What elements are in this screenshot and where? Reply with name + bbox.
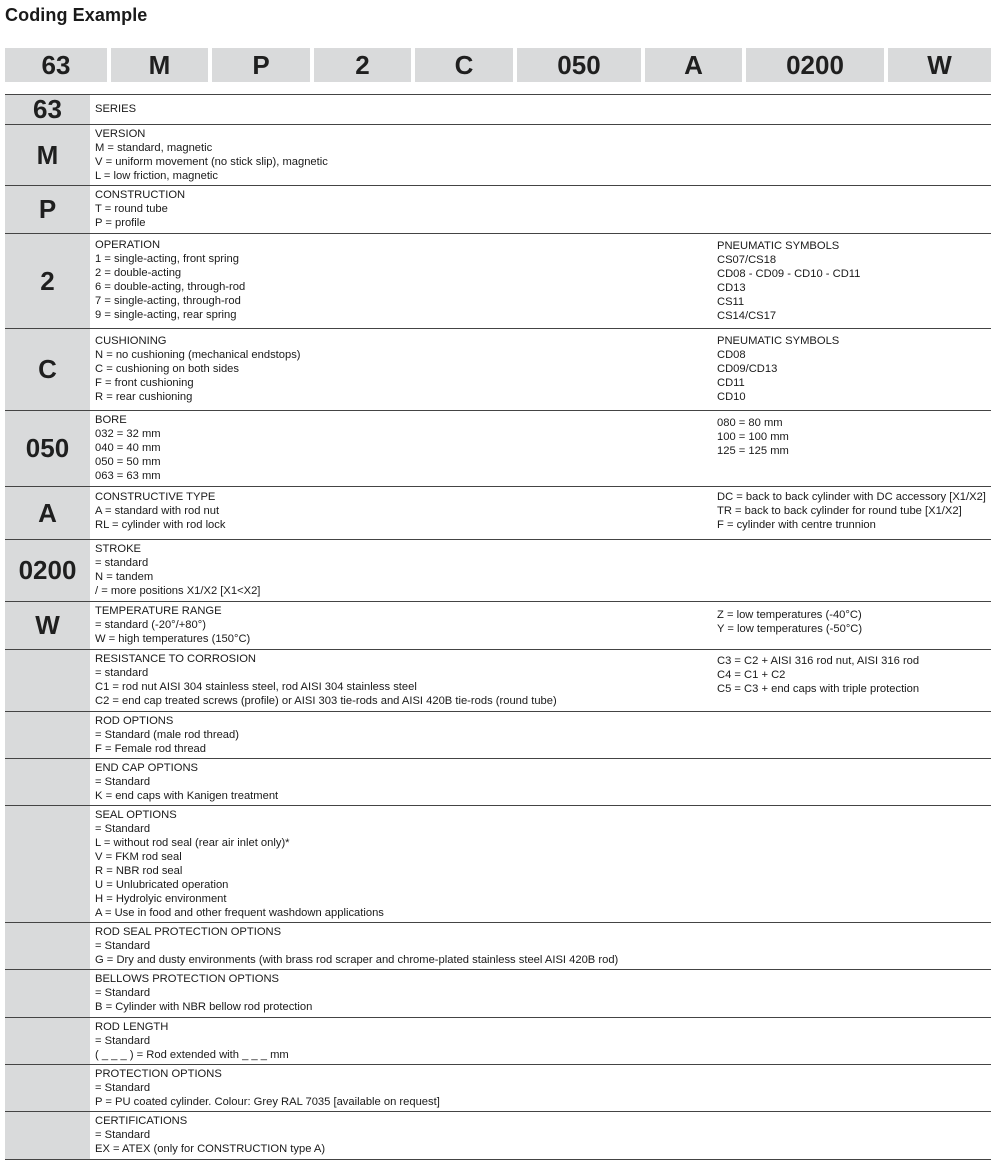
row-key	[5, 712, 90, 758]
row-description: CONSTRUCTION T = round tube P = profile	[95, 189, 186, 229]
table-row	[5, 486, 991, 539]
table-row	[5, 185, 991, 233]
row-key: A	[5, 487, 90, 539]
row-key	[5, 923, 90, 969]
table-row	[5, 601, 991, 649]
row-key	[5, 806, 90, 922]
table-row	[5, 1111, 991, 1160]
table-row	[5, 922, 991, 969]
row-description: CERTIFICATIONS = Standard EX = ATEX (only for CONSTRUCTION type A)	[95, 1115, 326, 1155]
row-key	[5, 1112, 90, 1159]
row-description: ROD LENGTH = Standard ( _ _ _ ) = Rod extended with _ _ _ mm	[95, 1021, 289, 1061]
row-key	[5, 970, 90, 1017]
table-row	[5, 1064, 991, 1111]
table-row	[5, 410, 991, 486]
row-description: SERIES	[95, 103, 137, 115]
code-segment: W	[888, 48, 991, 82]
row-description: SEAL OPTIONS = Standard L = without rod seal (rear air inlet only)* V = FKM rod seal R = NBR rod seal U = Unlubricated operation H = Hydrolyic environment A = Use in food and other frequent washdown applications	[95, 809, 384, 919]
row-description: BORE 032 = 32 mm 040 = 40 mm 050 = 50 mm 063 = 63 mm	[95, 414, 161, 482]
row-extra-info: C3 = C2 + AISI 316 rod nut, AISI 316 rod C4 = C1 + C2 C5 = C3 + end caps with triple protection	[717, 655, 920, 695]
row-key: 050	[5, 411, 90, 486]
row-key	[5, 1065, 90, 1111]
row-extra-info: 080 = 80 mm 100 = 100 mm 125 = 125 mm	[717, 417, 789, 457]
row-extra-info: PNEUMATIC SYMBOLS CD08 CD09/CD13 CD11 CD10	[717, 335, 840, 403]
table-row	[5, 233, 991, 328]
row-key: M	[5, 125, 90, 185]
row-description: VERSION M = standard, magnetic V = uniform movement (no stick slip), magnetic L = low friction, magnetic	[95, 128, 328, 182]
code-segment: A	[645, 48, 742, 82]
row-description: TEMPERATURE RANGE = standard (-20°/+80°) W = high temperatures (150°C)	[95, 605, 251, 645]
table-row	[5, 711, 991, 758]
coding-example-bar	[5, 48, 991, 82]
row-description: CONSTRUCTIVE TYPE A = standard with rod nut RL = cylinder with rod lock	[95, 491, 226, 531]
row-key: P	[5, 186, 90, 233]
row-description: OPERATION 1 = single-acting, front spring 2 = double-acting 6 = double-acting, through-rod 7 = single-acting, through-rod 9 = single-acting, rear spring	[95, 239, 246, 321]
table-row	[5, 758, 991, 805]
row-description: CUSHIONING N = no cushioning (mechanical endstops) C = cushioning on both sides F = front cushioning R = rear cushioning	[95, 335, 301, 403]
table-row	[5, 649, 991, 711]
code-segment: 0200	[746, 48, 884, 82]
row-description: ROD OPTIONS = Standard (male rod thread) F = Female rod thread	[95, 715, 239, 755]
row-key: 0200	[5, 540, 90, 601]
code-segment: 63	[5, 48, 107, 82]
row-key: C	[5, 329, 90, 410]
row-description: BELLOWS PROTECTION OPTIONS = Standard B = Cylinder with NBR bellow rod protection	[95, 973, 313, 1013]
row-description: ROD SEAL PROTECTION OPTIONS = Standard G = Dry and dusty environments (with brass rod scraper and chrome-plated stainless steel AISI 420B rod)	[95, 926, 619, 966]
table-row	[5, 124, 991, 185]
row-extra-info: DC = back to back cylinder with DC accessory [X1/X2] TR = back to back cylinder for round tube [X1/X2] F = cylinder with centre trunnion	[717, 491, 986, 531]
row-extra-info: Z = low temperatures (-40°C) Y = low temperatures (-50°C)	[717, 609, 863, 635]
table-row	[5, 805, 991, 922]
row-description: STROKE = standard N = tandem / = more positions X1/X2 [X1<X2]	[95, 543, 261, 597]
code-segment: 050	[517, 48, 641, 82]
code-segment: M	[111, 48, 208, 82]
row-key: W	[5, 602, 90, 649]
table-row	[5, 94, 991, 124]
row-key	[5, 1018, 90, 1064]
row-key: 63	[5, 95, 90, 124]
code-segment: P	[212, 48, 310, 82]
row-description: END CAP OPTIONS = Standard K = end caps with Kanigen treatment	[95, 762, 279, 802]
table-row	[5, 1017, 991, 1064]
code-segment: 2	[314, 48, 411, 82]
row-key	[5, 759, 90, 805]
code-segment: C	[415, 48, 513, 82]
table-row	[5, 969, 991, 1017]
table-row	[5, 328, 991, 410]
page-title: Coding Example	[5, 5, 148, 25]
row-description: RESISTANCE TO CORROSION = standard C1 = rod nut AISI 304 stainless steel, rod AISI 304 stainless steel C2 = end cap treated screws (profile) or AISI 303 tie-rods and AISI 420B tie-rods (round tube)	[95, 653, 557, 707]
row-description: PROTECTION OPTIONS = Standard P = PU coated cylinder. Colour: Grey RAL 7035 [available on request]	[95, 1068, 440, 1108]
row-extra-info: PNEUMATIC SYMBOLS CS07/CS18 CD08 - CD09 - CD10 - CD11 CD13 CS11 CS14/CS17	[717, 240, 861, 322]
table-row	[5, 539, 991, 601]
row-key: 2	[5, 234, 90, 328]
row-key	[5, 650, 90, 711]
